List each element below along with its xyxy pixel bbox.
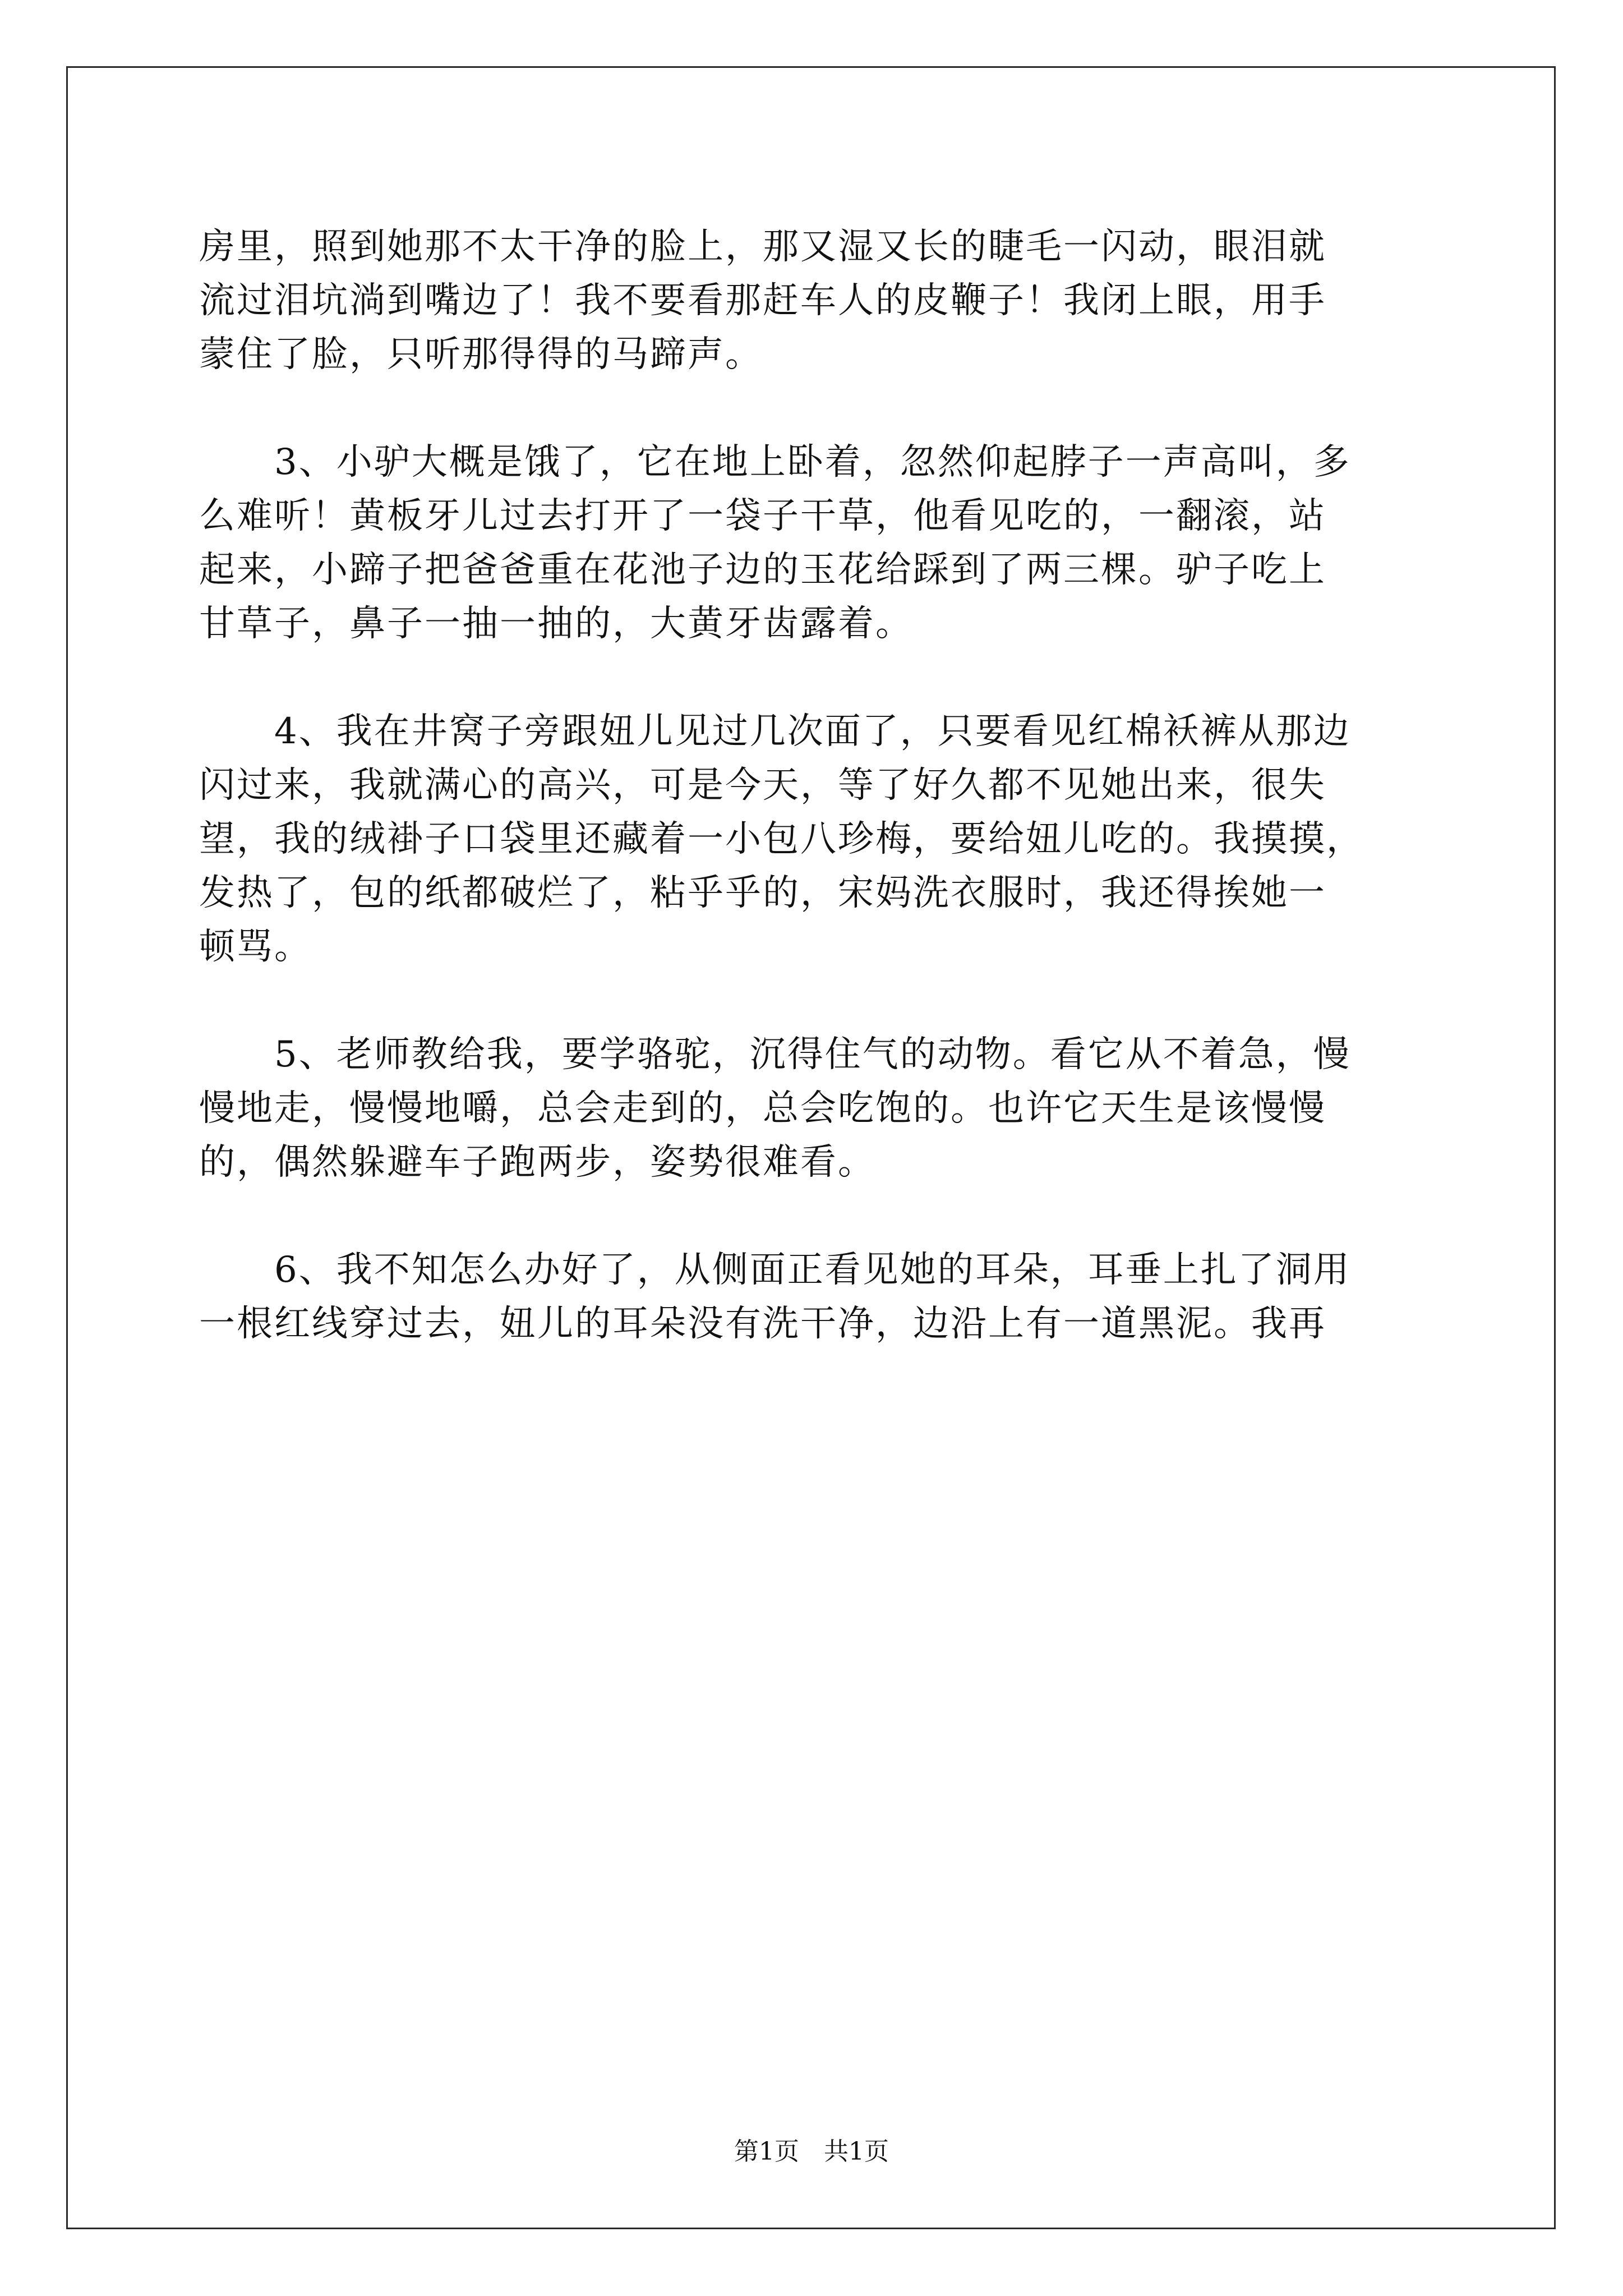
document-body	[199, 220, 1433, 1351]
text-line: 发热了，包的纸都破烂了，粘乎乎的，宋妈洗衣服时，我还得挨她一	[199, 872, 1326, 914]
text-line: 顿骂。	[199, 926, 312, 968]
text-line: 么难听！黄板牙儿过去打开了一袋子干草，他看见吃的，一翻滚，站	[199, 495, 1326, 537]
paragraph-gap	[199, 651, 1433, 705]
paragraph-gap	[199, 1189, 1433, 1243]
text-line: 5、老师教给我，要学骆驼，沉得住气的动物。看它从不着急，慢	[199, 1034, 1351, 1075]
page-number-footer: 第1页 共1页	[734, 2137, 889, 2166]
text-line: 6、我不知怎么办好了，从侧面正看见她的耳朵，耳垂上扎了洞用	[199, 1249, 1351, 1291]
text-line: 蒙住了脸，只听那得得的马蹄声。	[199, 334, 763, 375]
text-line: 一根红线穿过去，妞儿的耳朵没有洗干净，边沿上有一道黑泥。我再	[199, 1303, 1326, 1345]
text-line: 流过泪坑淌到嘴边了！我不要看那赶车人的皮鞭子！我闭上眼，用手	[199, 280, 1326, 321]
paragraph-gap	[199, 381, 1433, 435]
text-line: 3、小驴大概是饿了，它在地上卧着，忽然仰起脖子一声高叫，多	[199, 441, 1351, 483]
paragraph-gap	[199, 974, 1433, 1028]
text-line: 闪过来，我就满心的高兴，可是今天，等了好久都不见她出来，很失	[199, 765, 1326, 806]
text-line: 4、我在井窝子旁跟妞儿见过几次面了，只要看见红棉袄裤从那边	[199, 711, 1351, 752]
text-line: 的，偶然躲避车子跑两步，姿势很难看。	[199, 1142, 875, 1183]
text-line: 慢地走，慢慢地嚼，总会走到的，总会吃饱的。也许它天生是该慢慢	[199, 1088, 1326, 1129]
text-line: 起来，小蹄子把爸爸重在花池子边的玉花给踩到了两三棵。驴子吃上	[199, 549, 1326, 591]
text-line: 房里，照到她那不太干净的脸上，那又湿又长的睫毛一闪动，眼泪就	[199, 226, 1326, 268]
text-line: 望，我的绒褂子口袋里还藏着一小包八珍梅，要给妞儿吃的。我摸摸，	[199, 818, 1364, 860]
text-line: 甘草子，鼻子一抽一抽的，大黄牙齿露着。	[199, 603, 913, 645]
